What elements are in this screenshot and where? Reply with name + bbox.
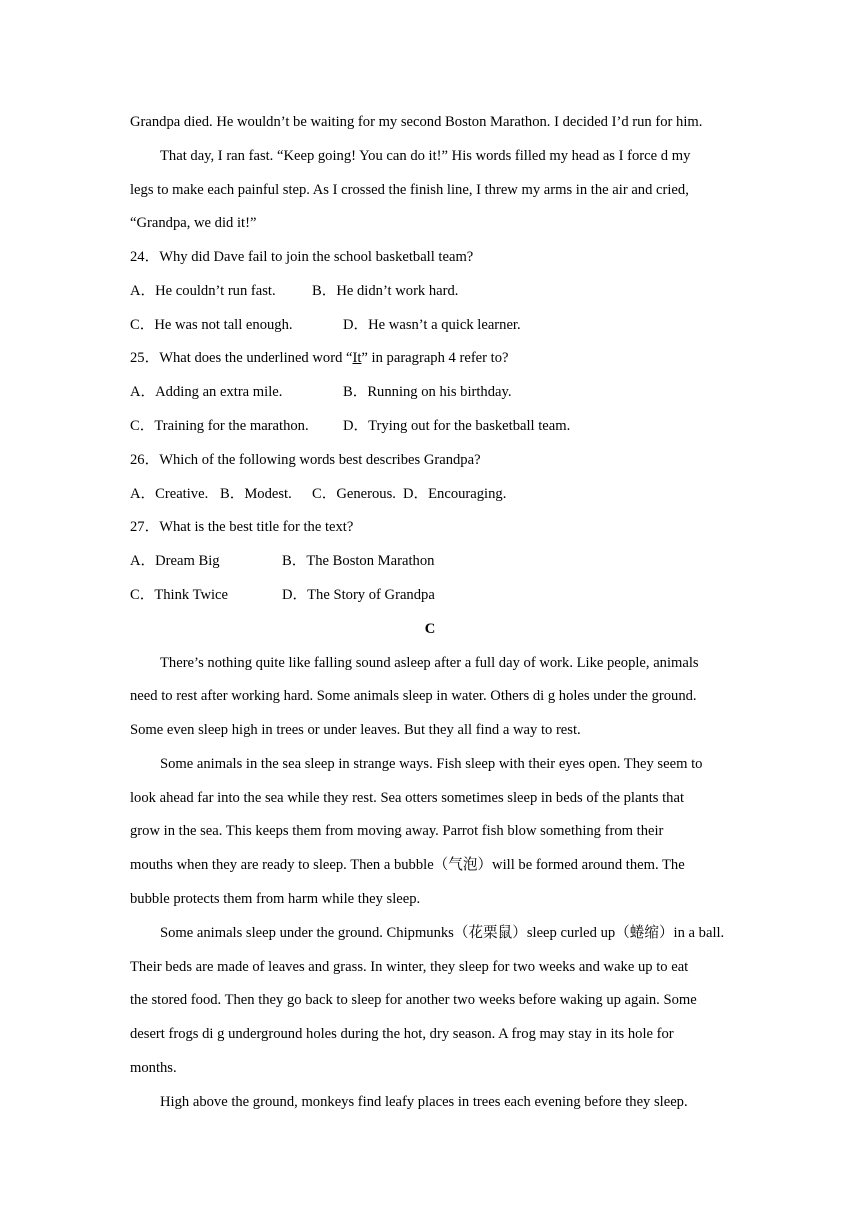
- passage-line: desert frogs di g underground holes during the hot, dry season. A frog may stay in its hole for: [130, 1026, 674, 1042]
- question-26-option-d: D．Encouraging.: [403, 486, 507, 502]
- question-25-stem: [130, 348, 730, 368]
- passage-line: Some animals in the sea sleep in strange ways. Fish sleep with their eyes open. They seem to: [160, 756, 703, 772]
- passage-line: There’s nothing quite like falling sound asleep after a full day of work. Like people, animals: [160, 655, 699, 671]
- question-25-option-a: A．Adding an extra mile.: [130, 384, 283, 400]
- underlined-word: It: [352, 350, 362, 366]
- question-24-option-d: D．He wasn’t a quick learner.: [343, 317, 521, 333]
- question-27-option-c: C．Think Twice: [130, 587, 229, 603]
- question-26-option-c: C．Generous.: [312, 486, 396, 502]
- question-24-option-b: B．He didn’t work hard.: [312, 283, 459, 299]
- passage-line: look ahead far into the sea while they rest. Sea otters sometimes sleep in beds of the plants that: [130, 790, 685, 806]
- question-24-stem: 24．Why did Dave fail to join the school basketball team?: [130, 249, 474, 265]
- passage-line: That day, I ran fast. “Keep going! You can do it!” His words filled my head as I force d my: [160, 148, 691, 164]
- passage-line: Some even sleep high in trees or under leaves. But they all find a way to rest.: [130, 722, 581, 738]
- passage-line: High above the ground, monkeys find leafy places in trees each evening before they sleep.: [160, 1094, 688, 1110]
- passage-line: legs to make each painful step. As I crossed the finish line, I threw my arms in the air and cried,: [130, 182, 689, 198]
- passage-line: months.: [130, 1060, 177, 1076]
- passage-line: Some animals sleep under the ground. Chipmunks（花栗鼠）sleep curled up（蜷缩）in a ball.: [160, 925, 725, 941]
- question-26-option-b: B．Modest.: [220, 486, 292, 502]
- passage-line: Their beds are made of leaves and grass. In winter, they sleep for two weeks and wake up to eat: [130, 959, 689, 975]
- passage-line: grow in the sea. This keeps them from moving away. Parrot fish blow something from their: [130, 823, 664, 839]
- question-27-option-b: B．The Boston Marathon: [282, 553, 435, 569]
- question-25-option-c: C．Training for the marathon.: [130, 418, 309, 434]
- passage-line: the stored food. Then they go back to sleep for another two weeks before waking up again. Some: [130, 992, 697, 1008]
- stem-text: 25．What does the underlined word “: [130, 350, 353, 366]
- question-25-option-b: B．Running on his birthday.: [343, 384, 512, 400]
- passage-line: Grandpa died. He wouldn’t be waiting for my second Boston Marathon. I decided I’d run for him.: [130, 114, 703, 130]
- passage-line: “Grandpa, we did it!”: [130, 215, 257, 231]
- question-26-stem: 26．Which of the following words best describes Grandpa?: [130, 452, 481, 468]
- question-27-option-d: D．The Story of Grandpa: [282, 587, 435, 603]
- question-24-option-a: A．He couldn’t run fast.: [130, 283, 276, 299]
- passage-line: bubble protects them from harm while they sleep.: [130, 891, 421, 907]
- section-heading: C: [424, 621, 436, 637]
- passage-line: mouths when they are ready to sleep. Then a bubble（气泡）will be formed around them. The: [130, 857, 685, 873]
- question-24-option-c: C．He was not tall enough.: [130, 317, 293, 333]
- question-27-stem: 27．What is the best title for the text?: [130, 519, 354, 535]
- passage-line: need to rest after working hard. Some animals sleep in water. Others di g holes under the ground.: [130, 688, 697, 704]
- question-25-option-d: D．Trying out for the basketball team.: [343, 418, 571, 434]
- stem-text: ” in paragraph 4 refer to?: [361, 350, 509, 366]
- question-26-option-a: A．Creative.: [130, 486, 209, 502]
- question-27-option-a: A．Dream Big: [130, 553, 220, 569]
